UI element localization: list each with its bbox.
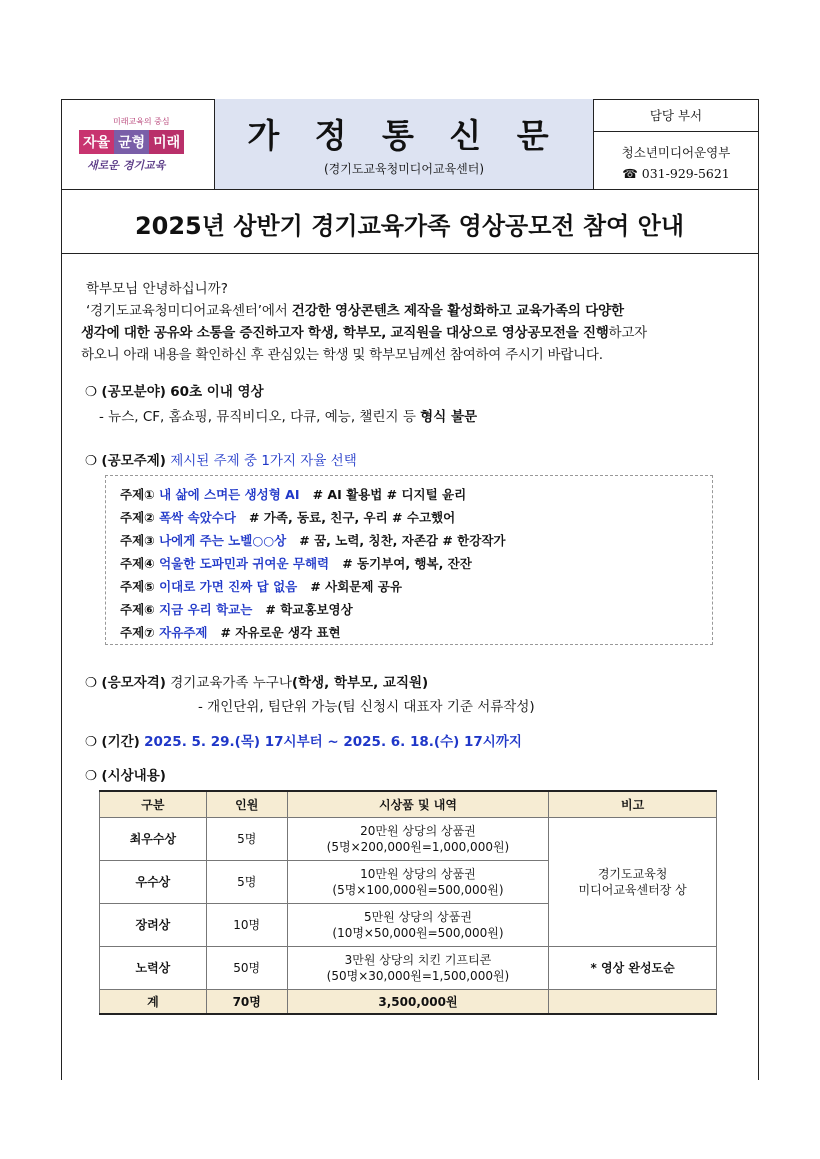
list-item <box>120 554 472 572</box>
field-detail-a: - 뉴스, CF, 홈쇼핑, 뮤직비디오, 다큐, 예능, 챌린지 등 <box>99 409 421 425</box>
list-item <box>120 623 341 641</box>
list-item <box>120 577 402 595</box>
note-line-2: 미디어교육센터장 상 <box>578 883 687 897</box>
list-item <box>120 600 353 618</box>
bullet-icon: ❍ <box>85 768 98 784</box>
logo-slogan: 새로운 경기교육 <box>87 159 166 172</box>
intro-line-1-b: 건강한 영상콘텐츠 제작을 활성화하고 교육가족의 다양한 <box>291 303 624 319</box>
award-prize <box>287 861 549 904</box>
topic-section <box>85 449 357 469</box>
table-row <box>100 947 717 990</box>
logo-words <box>79 130 184 154</box>
logo <box>61 99 215 189</box>
awards-table <box>99 790 717 1015</box>
topic-number: 주제④ <box>120 556 155 571</box>
intro-line-1-a: ‘경기도교육청미디어교육센터’에서 <box>86 303 292 319</box>
period-label: (기간) <box>101 734 140 750</box>
logo-word-2: 균형 <box>114 130 149 154</box>
total-label: 계 <box>100 990 207 1015</box>
award-note <box>549 818 717 947</box>
award-prize <box>287 818 549 861</box>
column-header: 인원 <box>206 791 287 818</box>
topic-title: 이대로 가면 진짜 답 없음 <box>159 579 298 594</box>
topic-tags: # 자유로운 생각 표현 <box>220 625 341 640</box>
topic-label: (공모주제) <box>101 453 166 469</box>
column-header: 비고 <box>549 791 717 818</box>
topic-tags: # 동기부여, 행복, 잔잔 <box>342 556 472 571</box>
table-header-row <box>100 791 717 818</box>
field-value: 60초 이내 영상 <box>170 384 264 400</box>
topic-tags: # AI 활용법 # 디지털 윤리 <box>312 487 467 502</box>
field-detail-b: 형식 불문 <box>420 409 478 425</box>
intro-line-2-b: 하고자 <box>608 325 647 341</box>
topic-title: 나에게 주는 노벨○○상 <box>159 533 287 548</box>
department-divider <box>594 131 758 132</box>
list-item <box>120 508 455 526</box>
department-box <box>594 99 758 189</box>
newsletter-title: 가 정 통 신 문 <box>247 116 561 155</box>
topic-tags: # 사회문제 공유 <box>310 579 402 594</box>
telephone-icon: ☎ <box>622 166 638 181</box>
note-line-1: 경기도교육청 <box>597 867 668 881</box>
topic-tags: # 가족, 동료, 친구, 우리 # 수고했어 <box>248 510 456 525</box>
intro-line-3: 하오니 아래 내용을 확인하신 후 관심있는 학생 및 학부모님께선 참여하여 주시기 바랍니다. <box>81 347 603 363</box>
award-name: 최우수상 <box>100 818 207 861</box>
eligibility-value-b: (학생, 학부모, 교직원) <box>291 675 429 691</box>
eligibility-section <box>85 671 428 691</box>
intro-line-2 <box>81 321 647 341</box>
award-count: 10명 <box>206 904 287 947</box>
topic-value: 제시된 주제 중 1가지 자율 선택 <box>170 453 357 469</box>
period-section <box>85 730 522 750</box>
title-box <box>215 99 594 189</box>
period-value: 2025. 5. 29.(목) 17시부터 ~ 2025. 6. 18.(수) 17시까지 <box>144 734 522 750</box>
column-header: 시상품 및 내역 <box>287 791 549 818</box>
bullet-icon: ❍ <box>85 453 98 469</box>
bullet-icon: ❍ <box>85 384 98 400</box>
awards-section <box>85 764 166 784</box>
column-header: 구분 <box>100 791 207 818</box>
topic-list <box>105 475 713 645</box>
topic-number: 주제③ <box>120 533 155 548</box>
bullet-icon: ❍ <box>85 734 98 750</box>
award-prize <box>287 947 549 990</box>
award-name: 노력상 <box>100 947 207 990</box>
total-note <box>549 990 717 1015</box>
prize-calc: (10명×50,000원=500,000원) <box>332 926 504 940</box>
award-prize <box>287 904 549 947</box>
eligibility-label: (응모자격) <box>101 675 166 691</box>
phone-number: 031-929-5621 <box>641 166 730 181</box>
field-section <box>85 380 264 400</box>
topic-number: 주제⑦ <box>120 625 155 640</box>
greeting: 학부모님 안녕하십니까? <box>86 281 228 297</box>
department-name: 청소년미디어운영부 <box>621 145 731 160</box>
logo-word-3: 미래 <box>149 130 184 154</box>
letter-header <box>61 99 758 190</box>
topic-title: 지금 우리 학교는 <box>159 602 253 617</box>
table-row <box>100 818 717 861</box>
list-item <box>120 485 466 503</box>
bullet-icon: ❍ <box>85 675 98 691</box>
issuer-name: (경기도교육청미디어교육센터) <box>323 162 485 176</box>
field-detail <box>99 405 477 425</box>
prize-calc: (5명×200,000원=1,000,000원) <box>326 840 510 854</box>
topic-tags: # 꿈, 노력, 칭찬, 자존감 # 한강작가 <box>299 533 506 548</box>
topic-number: 주제② <box>120 510 155 525</box>
prize-calc: (5명×100,000원=500,000원) <box>332 883 504 897</box>
document-title: 2025년 상반기 경기교육가족 영상공모전 참여 안내 <box>134 212 685 240</box>
table-total-row <box>100 990 717 1015</box>
prize-desc: 3만원 상당의 치킨 기프티콘 <box>344 953 492 967</box>
logo-tagline: 미래교육의 중심 <box>113 117 170 126</box>
topic-tags: # 학교홍보영상 <box>265 602 353 617</box>
document-title-row <box>61 190 758 254</box>
eligibility-value-a: 경기교육가족 누구나 <box>170 675 292 691</box>
field-label: (공모분야) <box>101 384 166 400</box>
intro-line-2-a: 생각에 대한 공유와 소통을 증진하고자 학생, 학부모, 교직원을 대상으로 영상공모전을 진행 <box>81 325 609 341</box>
topic-title: 자유주제 <box>159 625 208 640</box>
award-name: 장려상 <box>100 904 207 947</box>
topic-number: 주제① <box>120 487 155 502</box>
total-count: 70명 <box>206 990 287 1015</box>
award-name: 우수상 <box>100 861 207 904</box>
department-phone <box>594 166 758 181</box>
award-count: 5명 <box>206 818 287 861</box>
prize-desc: 10만원 상당의 상품권 <box>360 867 476 881</box>
award-count: 5명 <box>206 861 287 904</box>
total-prize: 3,500,000원 <box>287 990 549 1015</box>
topic-title: 억울한 도파민과 귀여운 무해력 <box>159 556 330 571</box>
intro-line-1 <box>86 299 624 319</box>
prize-desc: 20만원 상당의 상품권 <box>360 824 476 838</box>
department-label: 담당 부서 <box>649 108 703 123</box>
logo-word-1: 자율 <box>79 130 114 154</box>
prize-calc: (50명×30,000원=1,500,000원) <box>326 969 510 983</box>
award-count: 50명 <box>206 947 287 990</box>
topic-number: 주제⑤ <box>120 579 155 594</box>
topic-number: 주제⑥ <box>120 602 155 617</box>
list-item <box>120 531 506 549</box>
awards-label: (시상내용) <box>101 768 166 784</box>
topic-title: 폭싹 속았수다 <box>159 510 236 525</box>
award-note-2: * 영상 완성도순 <box>549 947 717 990</box>
eligibility-detail: - 개인단위, 팀단위 가능(팀 신청시 대표자 기준 서류작성) <box>198 699 535 715</box>
topic-title: 내 삶에 스며든 생성형 AI <box>159 487 300 502</box>
prize-desc: 5만원 상당의 상품권 <box>363 910 472 924</box>
